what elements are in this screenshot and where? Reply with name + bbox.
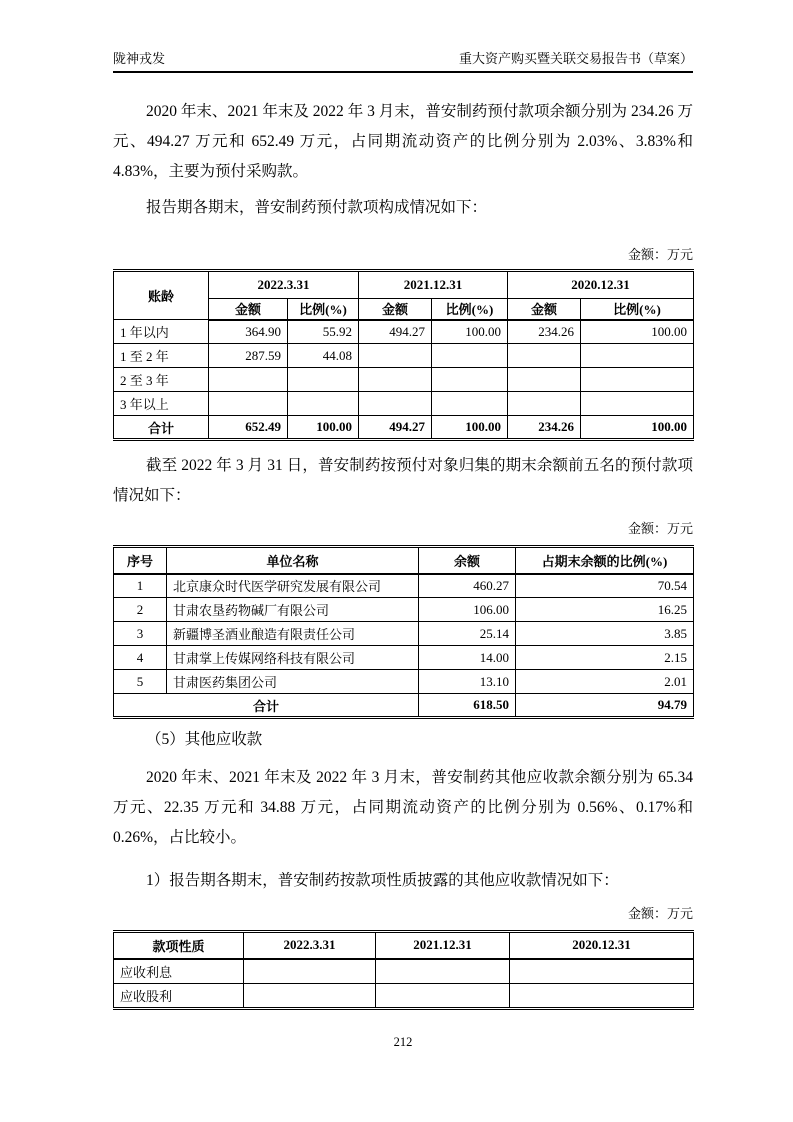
aging-row-label: 1 年以内	[114, 320, 209, 344]
table-row	[114, 368, 694, 392]
other-cell	[510, 984, 694, 1009]
table-row	[114, 646, 694, 670]
page-number: 212	[393, 1035, 413, 1049]
aging-cell	[288, 368, 359, 392]
table-row	[114, 598, 694, 622]
aging-cell: 44.08	[288, 344, 359, 368]
aging-period-2020: 2020.12.31	[508, 271, 694, 299]
top5-amount: 13.10	[419, 670, 516, 694]
top5-ratio: 70.54	[516, 574, 694, 598]
aging-cell	[508, 392, 581, 416]
aging-total-cell: 652.49	[209, 416, 288, 440]
aging-subheader: 金额	[359, 299, 432, 320]
top5-header-amount: 余额	[419, 547, 516, 574]
paragraph-other-receivables-summary: 2020 年末、2021 年末及 2022 年 3 月末，普安制药其他应收款余额分别为 65.34 万元、22.35 万元和 34.88 万元，占同期流动资产的比例分别为 0.56%、0.17%和 0.26%，占比较小。	[113, 769, 693, 846]
aging-cell: 55.92	[288, 320, 359, 344]
page-header	[113, 0, 693, 73]
top5-ratio: 16.25	[516, 598, 694, 622]
aging-subheader: 比例(%)	[581, 299, 694, 320]
aging-cell	[359, 368, 432, 392]
aging-total-cell: 494.27	[359, 416, 432, 440]
aging-period-2021: 2021.12.31	[359, 271, 508, 299]
top5-company-name: 北京康众时代医学研究发展有限公司	[167, 574, 419, 598]
table-row	[114, 320, 694, 344]
top5-company-name: 甘肃掌上传媒网络科技有限公司	[167, 646, 419, 670]
top5-total-label: 合计	[114, 694, 419, 718]
top5-amount: 25.14	[419, 622, 516, 646]
aging-cell	[288, 392, 359, 416]
aging-row-label: 1 至 2 年	[114, 344, 209, 368]
paragraph-prepayments-table-intro: 报告期各期末，普安制药预付款项构成情况如下：	[146, 199, 488, 216]
aging-cell	[359, 344, 432, 368]
unit-note-top5: 金额：万元	[627, 521, 693, 536]
other-cell	[244, 959, 376, 984]
aging-cell: 287.59	[209, 344, 288, 368]
aging-cell	[581, 344, 694, 368]
top5-ratio: 2.01	[516, 670, 694, 694]
top5-no: 1	[114, 574, 167, 598]
top5-header-name: 单位名称	[167, 547, 419, 574]
aging-total-cell: 100.00	[581, 416, 694, 440]
aging-header-periods	[114, 271, 694, 299]
aging-cell	[359, 392, 432, 416]
top5-no: 3	[114, 622, 167, 646]
other-cell	[376, 984, 510, 1009]
top5-amount: 14.00	[419, 646, 516, 670]
top5-total-row	[114, 694, 694, 718]
aging-total-label: 合计	[114, 416, 209, 440]
paragraph-prepayments-summary: 2020 年末、2021 年末及 2022 年 3 月末，普安制药预付款项余额分别为 234.26 万元、494.27 万元和 652.49 万元，占同期流动资产的比例分别为 2.03%、3.83%和 4.83%，主要为预付采购款。	[113, 103, 693, 180]
other-header-nature: 款项性质	[114, 932, 244, 959]
aging-cell: 100.00	[432, 320, 508, 344]
paragraph-other-receivables-table-intro: 1）报告期各期末，普安制药按款项性质披露的其他应收款情况如下：	[146, 872, 619, 889]
aging-subheader: 金额	[508, 299, 581, 320]
aging-period-2022: 2022.3.31	[209, 271, 359, 299]
aging-cell: 364.90	[209, 320, 288, 344]
other-header-2021: 2021.12.31	[376, 932, 510, 959]
other-header-2020: 2020.12.31	[510, 932, 694, 959]
table-row	[114, 670, 694, 694]
aging-cell	[581, 368, 694, 392]
aging-total-cell: 100.00	[288, 416, 359, 440]
top5-header-ratio: 占期末余额的比例(%)	[516, 547, 694, 574]
section-heading-other-receivables: （5）其他应收款	[146, 731, 263, 748]
aging-total-cell: 234.26	[508, 416, 581, 440]
top5-company-name: 新疆博圣酒业酿造有限责任公司	[167, 622, 419, 646]
aging-table	[113, 269, 694, 441]
aging-subheader: 金额	[209, 299, 288, 320]
aging-cell	[432, 368, 508, 392]
other-row-label: 应收利息	[114, 959, 244, 984]
top5-amount: 460.27	[419, 574, 516, 598]
top5-company-name: 甘肃医药集团公司	[167, 670, 419, 694]
aging-cell	[508, 344, 581, 368]
top5-prepayments-table	[113, 545, 694, 719]
other-cell	[376, 959, 510, 984]
aging-cell	[508, 368, 581, 392]
aging-corner-header: 账龄	[114, 271, 209, 320]
top5-total-amount: 618.50	[419, 694, 516, 718]
top5-header-no: 序号	[114, 547, 167, 574]
aging-cell: 100.00	[581, 320, 694, 344]
top5-total-ratio: 94.79	[516, 694, 694, 718]
top5-ratio: 2.15	[516, 646, 694, 670]
aging-cell: 234.26	[508, 320, 581, 344]
top5-no: 5	[114, 670, 167, 694]
top5-header-row	[114, 547, 694, 574]
aging-row-label: 2 至 3 年	[114, 368, 209, 392]
other-header-row	[114, 932, 694, 959]
aging-cell: 494.27	[359, 320, 432, 344]
header-report-title: 重大资产购买暨关联交易报告书（草案）	[458, 51, 693, 66]
other-cell	[510, 959, 694, 984]
table-row	[114, 622, 694, 646]
unit-note-other: 金额：万元	[627, 906, 693, 921]
table-row	[114, 392, 694, 416]
top5-no: 2	[114, 598, 167, 622]
aging-row-label: 3 年以上	[114, 392, 209, 416]
aging-total-row	[114, 416, 694, 440]
aging-subheader: 比例(%)	[288, 299, 359, 320]
unit-note-aging: 金额：万元	[627, 247, 693, 262]
aging-cell	[209, 392, 288, 416]
header-company: 陇神戎发	[113, 51, 166, 66]
aging-subheader: 比例(%)	[432, 299, 508, 320]
aging-cell	[581, 392, 694, 416]
top5-no: 4	[114, 646, 167, 670]
aging-cell	[432, 344, 508, 368]
aging-total-cell: 100.00	[432, 416, 508, 440]
table-row	[114, 574, 694, 598]
table-row	[114, 344, 694, 368]
top5-amount: 106.00	[419, 598, 516, 622]
top5-ratio: 3.85	[516, 622, 694, 646]
other-receivables-table	[113, 930, 694, 1010]
top5-company-name: 甘肃农垦药物碱厂有限公司	[167, 598, 419, 622]
table-row	[114, 984, 694, 1009]
aging-cell	[209, 368, 288, 392]
other-header-2022: 2022.3.31	[244, 932, 376, 959]
table-row	[114, 959, 694, 984]
paragraph-top5-intro: 截至 2022 年 3 月 31 日，普安制药按预付对象归集的期末余额前五名的预付款项情况如下：	[113, 457, 693, 504]
other-cell	[244, 984, 376, 1009]
aging-cell	[432, 392, 508, 416]
other-row-label: 应收股利	[114, 984, 244, 1009]
